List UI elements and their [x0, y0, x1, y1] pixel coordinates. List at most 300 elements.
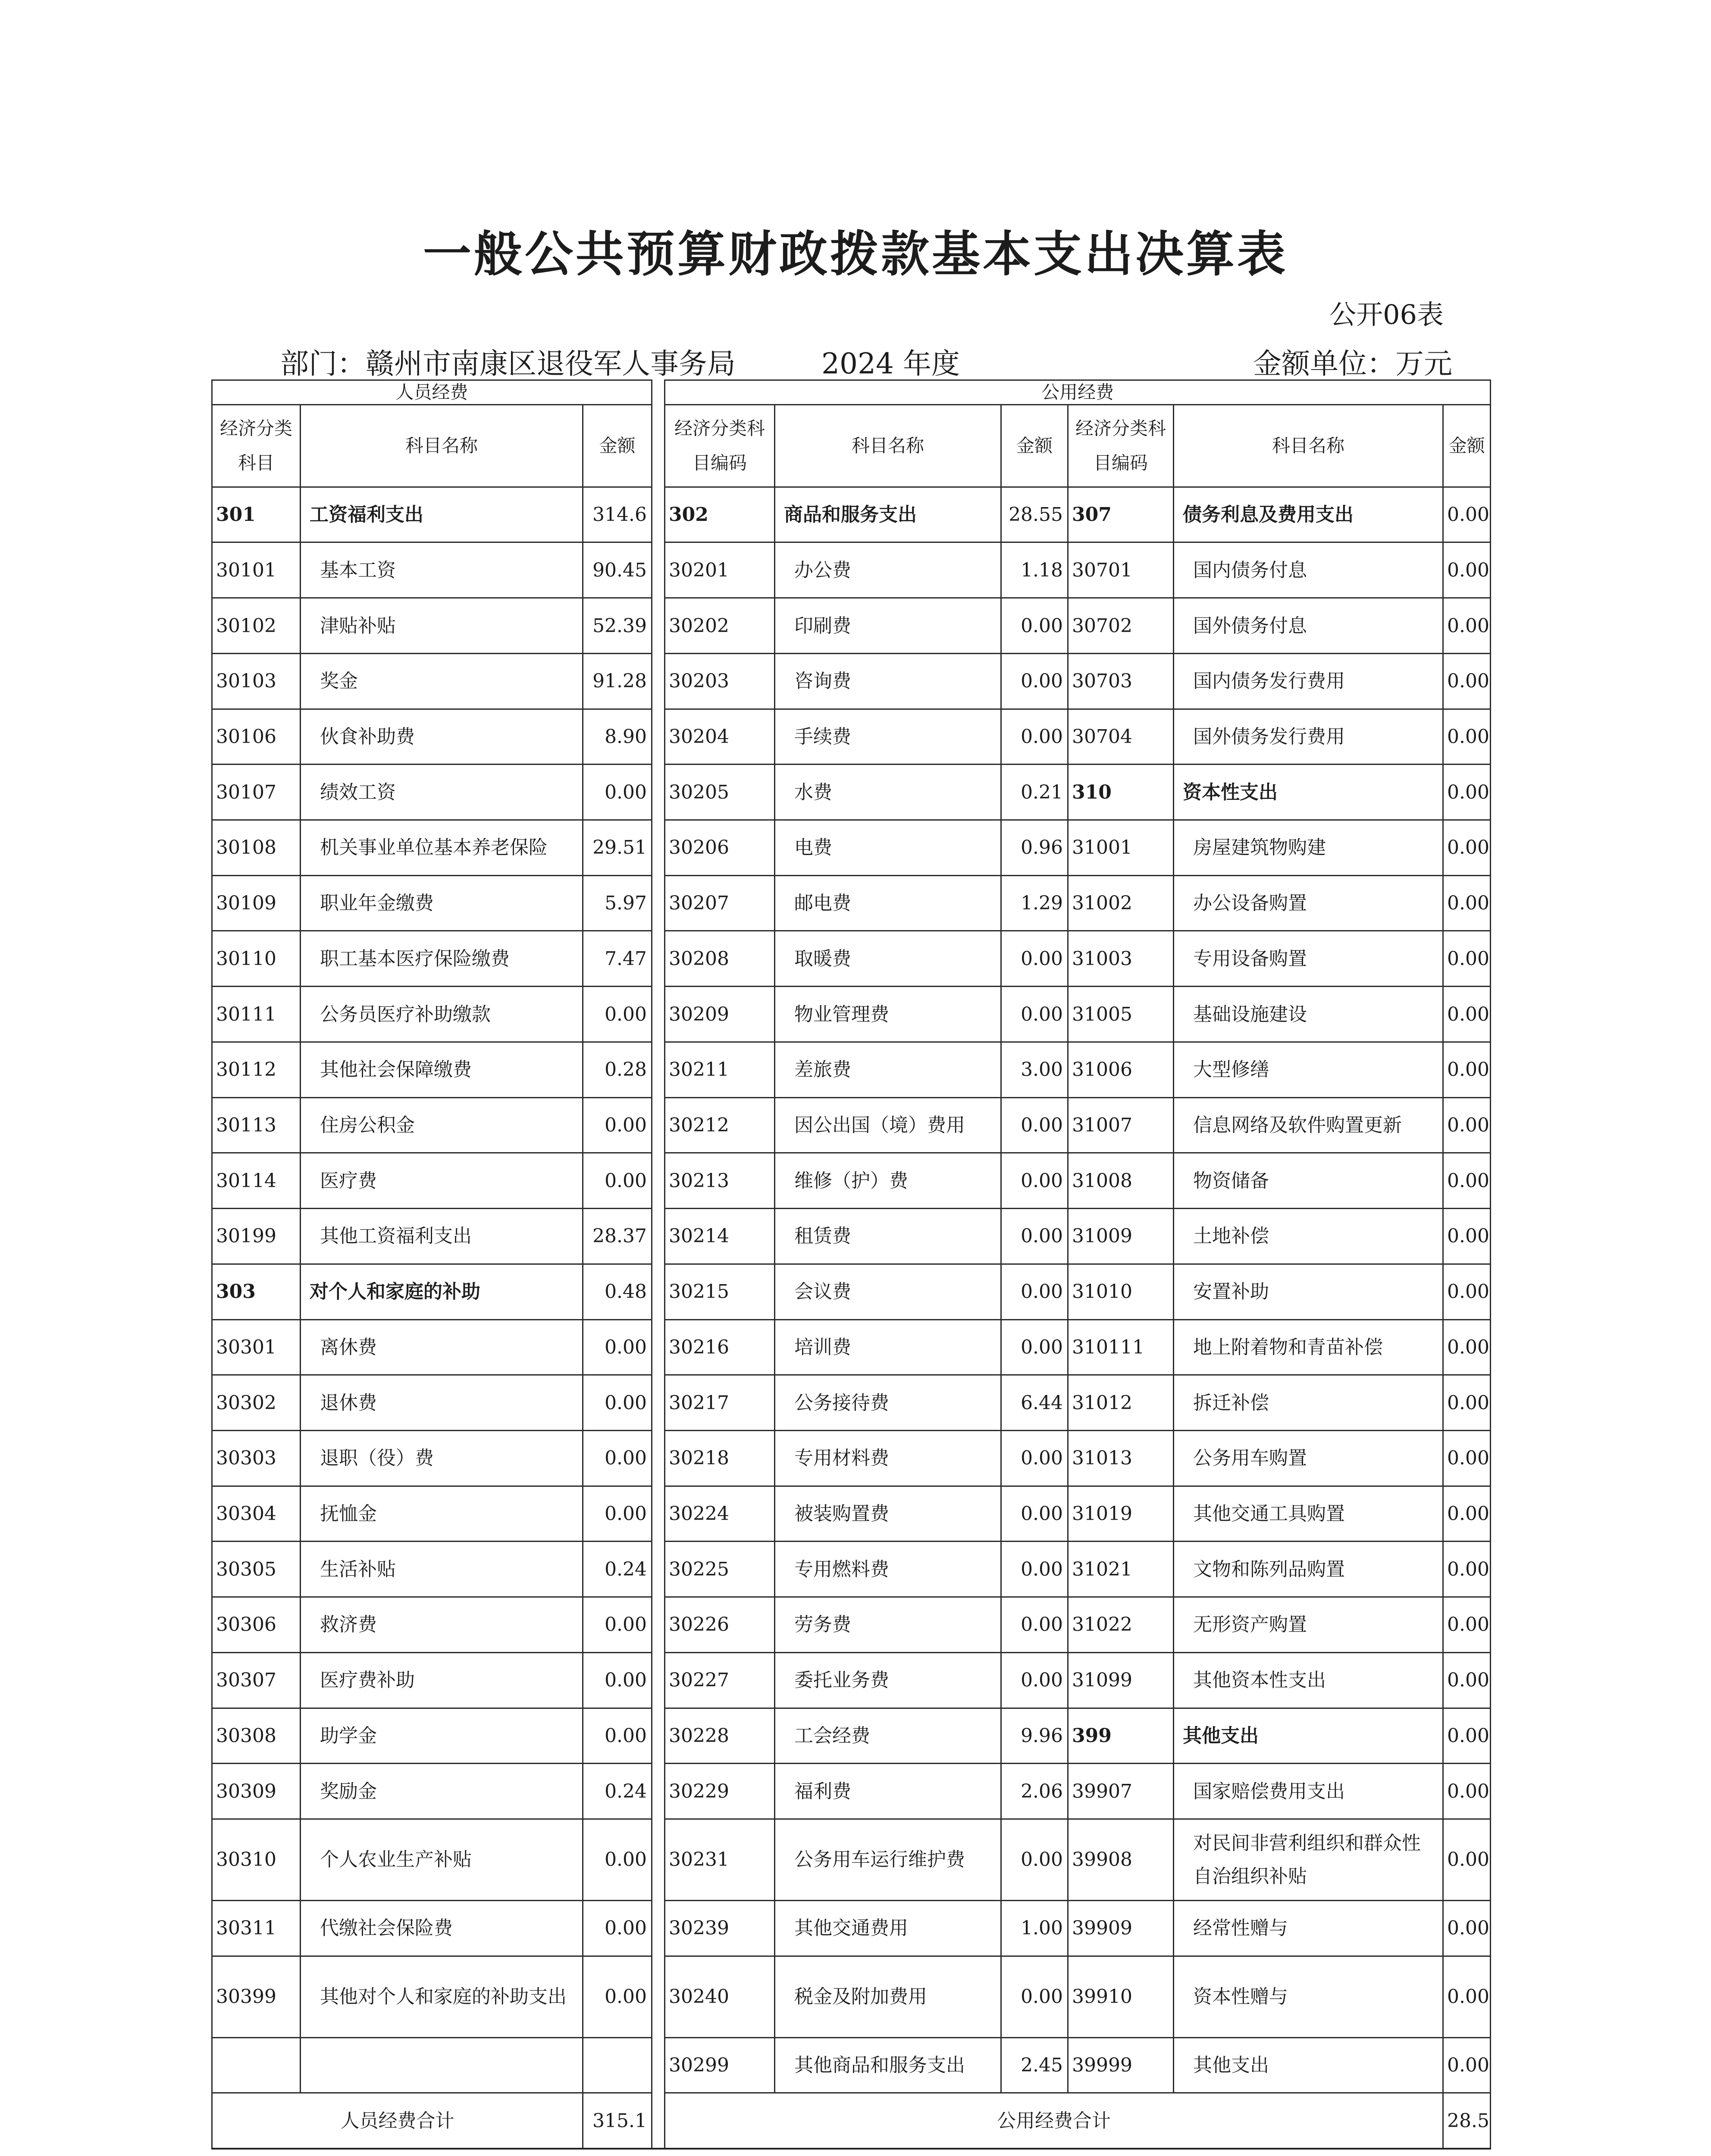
amount: 0.00	[1001, 1264, 1068, 1319]
column-gap	[652, 487, 665, 542]
econ-code: 30231	[665, 1819, 775, 1900]
column-gap	[652, 820, 665, 876]
econ-code: 30229	[665, 1764, 775, 1819]
econ-code: 31021	[1068, 1542, 1174, 1597]
item-name: 抚恤金	[301, 1486, 583, 1542]
econ-code: 30109	[212, 875, 301, 931]
econ-code: 31012	[1068, 1375, 1174, 1431]
amount: 0.00	[1443, 1900, 1491, 1956]
econ-code: 30206	[665, 820, 775, 876]
econ-code: 31007	[1068, 1097, 1174, 1153]
item-name: 医疗费	[301, 1153, 583, 1209]
item-name: 会议费	[775, 1264, 1001, 1319]
item-name: 奖金	[301, 653, 583, 709]
amount: 52.39	[583, 598, 652, 654]
econ-code: 30203	[665, 653, 775, 709]
public-total-label: 公用经费合计	[665, 2093, 1443, 2149]
item-name: 大型修缮	[1174, 1042, 1443, 1097]
econ-code: 30202	[665, 598, 775, 654]
amount: 6.44	[1001, 1375, 1068, 1431]
item-name: 救济费	[301, 1597, 583, 1653]
econ-code: 30305	[212, 1542, 301, 1597]
amount-unit: 金额单位：万元	[1253, 347, 1452, 380]
table-row	[212, 709, 1491, 765]
item-name: 债务利息及费用支出	[1174, 487, 1443, 542]
table-row	[212, 542, 1491, 598]
item-name: 文物和陈列品购置	[1174, 1542, 1443, 1597]
econ-code: 30399	[212, 1956, 301, 2037]
item-name: 专用燃料费	[775, 1542, 1001, 1597]
econ-code: 30208	[665, 931, 775, 987]
econ-code: 30240	[665, 1956, 775, 2037]
econ-code: 31013	[1068, 1430, 1174, 1486]
header-name: 科目名称	[1174, 404, 1443, 487]
item-name: 职工基本医疗保险缴费	[301, 931, 583, 987]
amount: 28.37	[583, 1209, 652, 1264]
column-gap	[652, 1264, 665, 1319]
item-name: 差旅费	[775, 1042, 1001, 1097]
item-name: 助学金	[301, 1708, 583, 1764]
report-title: 一般公共预算财政拨款基本支出决算表	[423, 226, 1288, 282]
amount: 0.00	[1001, 1486, 1068, 1542]
econ-code: 39999	[1068, 2037, 1174, 2093]
amount: 0.00	[583, 1819, 652, 1900]
table-row	[212, 1900, 1491, 1956]
econ-code: 30304	[212, 1486, 301, 1542]
item-name: 职业年金缴费	[301, 875, 583, 931]
amount: 0.00	[583, 987, 652, 1042]
totals-row	[212, 2093, 1491, 2149]
econ-code: 39908	[1068, 1819, 1174, 1900]
item-name: 被装购置费	[775, 1486, 1001, 1542]
column-gap	[652, 404, 665, 487]
econ-code: 30226	[665, 1597, 775, 1653]
column-gap	[652, 709, 665, 765]
item-name: 机关事业单位基本养老保险	[301, 820, 583, 876]
amount: 0.00	[583, 1319, 652, 1375]
econ-code: 30701	[1068, 542, 1174, 598]
amount: 1.29	[1001, 875, 1068, 931]
column-gap	[652, 1819, 665, 1900]
item-name: 其他支出	[1174, 1708, 1443, 1764]
column-gap	[652, 598, 665, 654]
table-row	[212, 1597, 1491, 1653]
table-row	[212, 1486, 1491, 1542]
amount: 0.00	[1443, 820, 1491, 876]
econ-code: 30218	[665, 1430, 775, 1486]
item-name: 邮电费	[775, 875, 1001, 931]
amount: 0.00	[1443, 1956, 1491, 2037]
expenditure-table	[211, 379, 1491, 2150]
item-name: 绩效工资	[301, 765, 583, 820]
econ-code: 30217	[665, 1375, 775, 1431]
item-name: 电费	[775, 820, 1001, 876]
column-gap	[652, 765, 665, 820]
econ-code: 30112	[212, 1042, 301, 1097]
amount: 0.00	[1001, 1153, 1068, 1209]
amount: 0.00	[583, 765, 652, 820]
item-name: 国家赔偿费用支出	[1174, 1764, 1443, 1819]
amount: 0.00	[583, 1375, 652, 1431]
econ-code: 30199	[212, 1209, 301, 1264]
econ-code: 310	[1068, 765, 1174, 820]
econ-code: 30214	[665, 1209, 775, 1264]
econ-code: 399	[1068, 1708, 1174, 1764]
item-name: 奖励金	[301, 1764, 583, 1819]
amount: 2.45	[1001, 2037, 1068, 2093]
column-gap	[652, 1708, 665, 1764]
table-row	[212, 987, 1491, 1042]
amount: 0.00	[1001, 931, 1068, 987]
column-gap	[652, 1375, 665, 1431]
amount: 0.48	[583, 1264, 652, 1319]
econ-code: 39909	[1068, 1900, 1174, 1956]
econ-code: 30209	[665, 987, 775, 1042]
amount: 1.18	[1001, 542, 1068, 598]
item-name: 生活补贴	[301, 1542, 583, 1597]
column-gap	[652, 653, 665, 709]
item-name: 津贴补贴	[301, 598, 583, 654]
amount: 0.00	[583, 1153, 652, 1209]
econ-code: 30103	[212, 653, 301, 709]
item-name: 国内债务发行费用	[1174, 653, 1443, 709]
amount: 0.00	[1443, 2037, 1491, 2093]
item-name: 咨询费	[775, 653, 1001, 709]
public-total-value: 28.5	[1443, 2093, 1491, 2149]
econ-code: 31002	[1068, 875, 1174, 931]
table-row	[212, 1956, 1491, 2037]
table-row	[212, 1209, 1491, 1264]
amount: 0.00	[1001, 1597, 1068, 1653]
item-name: 水费	[775, 765, 1001, 820]
table-row	[212, 1319, 1491, 1375]
header-amount: 金额	[1443, 404, 1491, 487]
amount: 0.00	[1001, 1319, 1068, 1375]
amount: 0.00	[1001, 1430, 1068, 1486]
item-name: 因公出国（境）费用	[775, 1097, 1001, 1153]
econ-code: 30216	[665, 1319, 775, 1375]
item-name: 对个人和家庭的补助	[301, 1264, 583, 1319]
item-name: 商品和服务支出	[775, 487, 1001, 542]
amount: 2.06	[1001, 1764, 1068, 1819]
amount: 8.90	[583, 709, 652, 765]
personnel-total-label: 人员经费合计	[212, 2093, 583, 2149]
column-gap	[652, 1097, 665, 1153]
amount: 0.00	[1443, 875, 1491, 931]
column-gap	[652, 2037, 665, 2093]
group-personnel: 人员经费	[212, 380, 652, 405]
item-name: 国外债务付息	[1174, 598, 1443, 654]
econ-code: 39907	[1068, 1764, 1174, 1819]
amount: 0.00	[1443, 1542, 1491, 1597]
econ-code: 30207	[665, 875, 775, 931]
amount: 7.47	[583, 931, 652, 987]
econ-code: 30212	[665, 1097, 775, 1153]
item-name: 拆迁补偿	[1174, 1375, 1443, 1431]
amount: 0.00	[1443, 765, 1491, 820]
amount: 0.00	[583, 1652, 652, 1708]
item-name: 劳务费	[775, 1597, 1001, 1653]
amount: 0.00	[1443, 1764, 1491, 1819]
amount: 28.55	[1001, 487, 1068, 542]
column-gap	[652, 875, 665, 931]
item-name: 取暖费	[775, 931, 1001, 987]
econ-code: 30228	[665, 1708, 775, 1764]
amount: 3.00	[1001, 1042, 1068, 1097]
amount: 91.28	[583, 653, 652, 709]
amount: 0.00	[1443, 1209, 1491, 1264]
econ-code: 30113	[212, 1097, 301, 1153]
amount: 0.00	[1001, 1819, 1068, 1900]
item-name: 基本工资	[301, 542, 583, 598]
header-name: 科目名称	[775, 404, 1001, 487]
econ-code: 30204	[665, 709, 775, 765]
item-name: 其他交通工具购置	[1174, 1486, 1443, 1542]
item-name: 办公设备购置	[1174, 875, 1443, 931]
column-gap	[652, 1597, 665, 1653]
amount: 0.00	[1443, 487, 1491, 542]
item-name: 无形资产购置	[1174, 1597, 1443, 1653]
econ-code: 30702	[1068, 598, 1174, 654]
amount: 0.00	[1001, 709, 1068, 765]
group-public: 公用经费	[665, 380, 1491, 405]
amount: 0.00	[1443, 598, 1491, 654]
amount: 0.24	[583, 1764, 652, 1819]
econ-code: 31003	[1068, 931, 1174, 987]
table-row	[212, 653, 1491, 709]
amount: 0.00	[583, 1708, 652, 1764]
amount	[583, 2037, 652, 2093]
item-name: 伙食补助费	[301, 709, 583, 765]
econ-code: 30224	[665, 1486, 775, 1542]
econ-code: 30211	[665, 1042, 775, 1097]
table-row	[212, 1042, 1491, 1097]
amount: 0.96	[1001, 820, 1068, 876]
table-row	[212, 765, 1491, 820]
econ-code: 30111	[212, 987, 301, 1042]
amount: 0.00	[583, 1486, 652, 1542]
econ-code: 30108	[212, 820, 301, 876]
column-gap	[652, 542, 665, 598]
item-name: 其他社会保障缴费	[301, 1042, 583, 1097]
item-name: 其他资本性支出	[1174, 1652, 1443, 1708]
item-name: 退职（役）费	[301, 1430, 583, 1486]
amount: 0.00	[1443, 987, 1491, 1042]
econ-code: 307	[1068, 487, 1174, 542]
econ-code: 30114	[212, 1153, 301, 1209]
econ-code: 30227	[665, 1652, 775, 1708]
amount: 0.00	[1443, 1042, 1491, 1097]
item-name: 其他商品和服务支出	[775, 2037, 1001, 2093]
econ-code: 31005	[1068, 987, 1174, 1042]
econ-code: 31006	[1068, 1042, 1174, 1097]
table-row	[212, 820, 1491, 876]
column-gap	[652, 1042, 665, 1097]
item-name	[301, 2037, 583, 2093]
column-gap	[652, 2093, 665, 2149]
item-name: 其他对个人和家庭的补助支出	[301, 1956, 583, 2037]
column-gap	[652, 1153, 665, 1209]
item-name: 印刷费	[775, 598, 1001, 654]
amount: 0.21	[1001, 765, 1068, 820]
table-row	[212, 1153, 1491, 1209]
table-row	[212, 598, 1491, 654]
table-row	[212, 487, 1491, 542]
item-name: 工会经费	[775, 1708, 1001, 1764]
econ-code: 30205	[665, 765, 775, 820]
econ-code: 310111	[1068, 1319, 1174, 1375]
econ-code: 30306	[212, 1597, 301, 1653]
amount: 5.97	[583, 875, 652, 931]
item-name: 福利费	[775, 1764, 1001, 1819]
amount: 0.00	[1443, 1153, 1491, 1209]
econ-code: 31019	[1068, 1486, 1174, 1542]
item-name: 维修（护）费	[775, 1153, 1001, 1209]
amount: 1.00	[1001, 1900, 1068, 1956]
amount: 0.00	[1443, 1430, 1491, 1486]
item-name: 其他交通费用	[775, 1900, 1001, 1956]
table-row	[212, 875, 1491, 931]
item-name: 办公费	[775, 542, 1001, 598]
econ-code: 30106	[212, 709, 301, 765]
econ-code: 30302	[212, 1375, 301, 1431]
amount: 0.00	[583, 1597, 652, 1653]
amount: 0.00	[583, 1900, 652, 1956]
econ-code: 303	[212, 1264, 301, 1319]
econ-code: 31009	[1068, 1209, 1174, 1264]
econ-code: 30310	[212, 1819, 301, 1900]
econ-code: 30215	[665, 1264, 775, 1319]
econ-code: 30309	[212, 1764, 301, 1819]
amount: 0.24	[583, 1542, 652, 1597]
department-label: 部门：赣州市南康区退役军人事务局	[280, 347, 736, 380]
item-name: 委托业务费	[775, 1652, 1001, 1708]
amount: 0.00	[1001, 598, 1068, 654]
econ-code: 31022	[1068, 1597, 1174, 1653]
item-name: 住房公积金	[301, 1097, 583, 1153]
econ-code: 302	[665, 487, 775, 542]
column-gap	[652, 1209, 665, 1264]
column-gap	[652, 1956, 665, 2037]
item-name: 专用设备购置	[1174, 931, 1443, 987]
econ-code: 30703	[1068, 653, 1174, 709]
column-gap	[652, 1486, 665, 1542]
econ-code: 39910	[1068, 1956, 1174, 2037]
amount: 29.51	[583, 820, 652, 876]
table-row	[212, 1375, 1491, 1431]
econ-code: 30301	[212, 1319, 301, 1375]
econ-code: 30225	[665, 1542, 775, 1597]
column-gap	[652, 931, 665, 987]
amount: 0.00	[1443, 1708, 1491, 1764]
table-row	[212, 1264, 1491, 1319]
item-name: 资本性赠与	[1174, 1956, 1443, 2037]
amount: 0.00	[1443, 1652, 1491, 1708]
econ-code: 30101	[212, 542, 301, 598]
item-name: 税金及附加费用	[775, 1956, 1001, 2037]
econ-code: 30308	[212, 1708, 301, 1764]
econ-code: 30201	[665, 542, 775, 598]
amount: 0.00	[1001, 1652, 1068, 1708]
item-name: 物资储备	[1174, 1153, 1443, 1209]
amount: 314.6	[583, 487, 652, 542]
table-row	[212, 1652, 1491, 1708]
table-row	[212, 2037, 1491, 2093]
econ-code: 30299	[665, 2037, 775, 2093]
fiscal-year: 2024 年度	[821, 347, 960, 380]
amount: 0.00	[583, 1430, 652, 1486]
header-code: 经济分类科目	[212, 404, 301, 487]
item-name: 个人农业生产补贴	[301, 1819, 583, 1900]
item-name: 培训费	[775, 1319, 1001, 1375]
econ-code: 30311	[212, 1900, 301, 1956]
amount: 0.00	[1443, 1486, 1491, 1542]
econ-code: 301	[212, 487, 301, 542]
item-name: 安置补助	[1174, 1264, 1443, 1319]
amount: 0.00	[1443, 1319, 1491, 1375]
item-name: 房屋建筑物购建	[1174, 820, 1443, 876]
table-row	[212, 931, 1491, 987]
table-row	[212, 1097, 1491, 1153]
amount: 0.00	[1001, 653, 1068, 709]
table-code: 公开06表	[1329, 299, 1444, 330]
amount: 0.00	[1443, 709, 1491, 765]
econ-code: 31008	[1068, 1153, 1174, 1209]
column-gap	[652, 1652, 665, 1708]
item-name: 公务用车购置	[1174, 1430, 1443, 1486]
amount: 0.00	[1001, 1209, 1068, 1264]
header-name: 科目名称	[301, 404, 583, 487]
amount: 0.00	[1443, 542, 1491, 598]
econ-code: 30239	[665, 1900, 775, 1956]
item-name: 经常性赠与	[1174, 1900, 1443, 1956]
group-header-row	[212, 380, 1491, 405]
table-row	[212, 1542, 1491, 1597]
item-name: 国外债务发行费用	[1174, 709, 1443, 765]
econ-code: 30303	[212, 1430, 301, 1486]
header-code: 经济分类科目编码	[665, 404, 775, 487]
amount: 90.45	[583, 542, 652, 598]
amount: 0.00	[1443, 931, 1491, 987]
econ-code	[212, 2037, 301, 2093]
amount: 0.00	[1001, 1956, 1068, 2037]
econ-code: 30110	[212, 931, 301, 987]
table-row	[212, 1764, 1491, 1819]
econ-code: 30307	[212, 1652, 301, 1708]
item-name: 物业管理费	[775, 987, 1001, 1042]
amount: 0.28	[583, 1042, 652, 1097]
header-amount: 金额	[583, 404, 652, 487]
item-name: 国内债务付息	[1174, 542, 1443, 598]
item-name: 其他支出	[1174, 2037, 1443, 2093]
econ-code: 31001	[1068, 820, 1174, 876]
amount: 0.00	[1443, 653, 1491, 709]
column-gap	[652, 1319, 665, 1375]
econ-code: 30704	[1068, 709, 1174, 765]
amount: 0.00	[1443, 1819, 1491, 1900]
amount: 0.00	[1443, 1097, 1491, 1153]
econ-code: 30102	[212, 598, 301, 654]
item-name: 工资福利支出	[301, 487, 583, 542]
item-name: 退休费	[301, 1375, 583, 1431]
item-name: 对民间非营利组织和群众性自治组织补贴	[1174, 1819, 1443, 1900]
item-name: 其他工资福利支出	[301, 1209, 583, 1264]
column-gap	[652, 1900, 665, 1956]
table-row	[212, 1430, 1491, 1486]
item-name: 基础设施建设	[1174, 987, 1443, 1042]
item-name: 公务接待费	[775, 1375, 1001, 1431]
header-amount: 金额	[1001, 404, 1068, 487]
